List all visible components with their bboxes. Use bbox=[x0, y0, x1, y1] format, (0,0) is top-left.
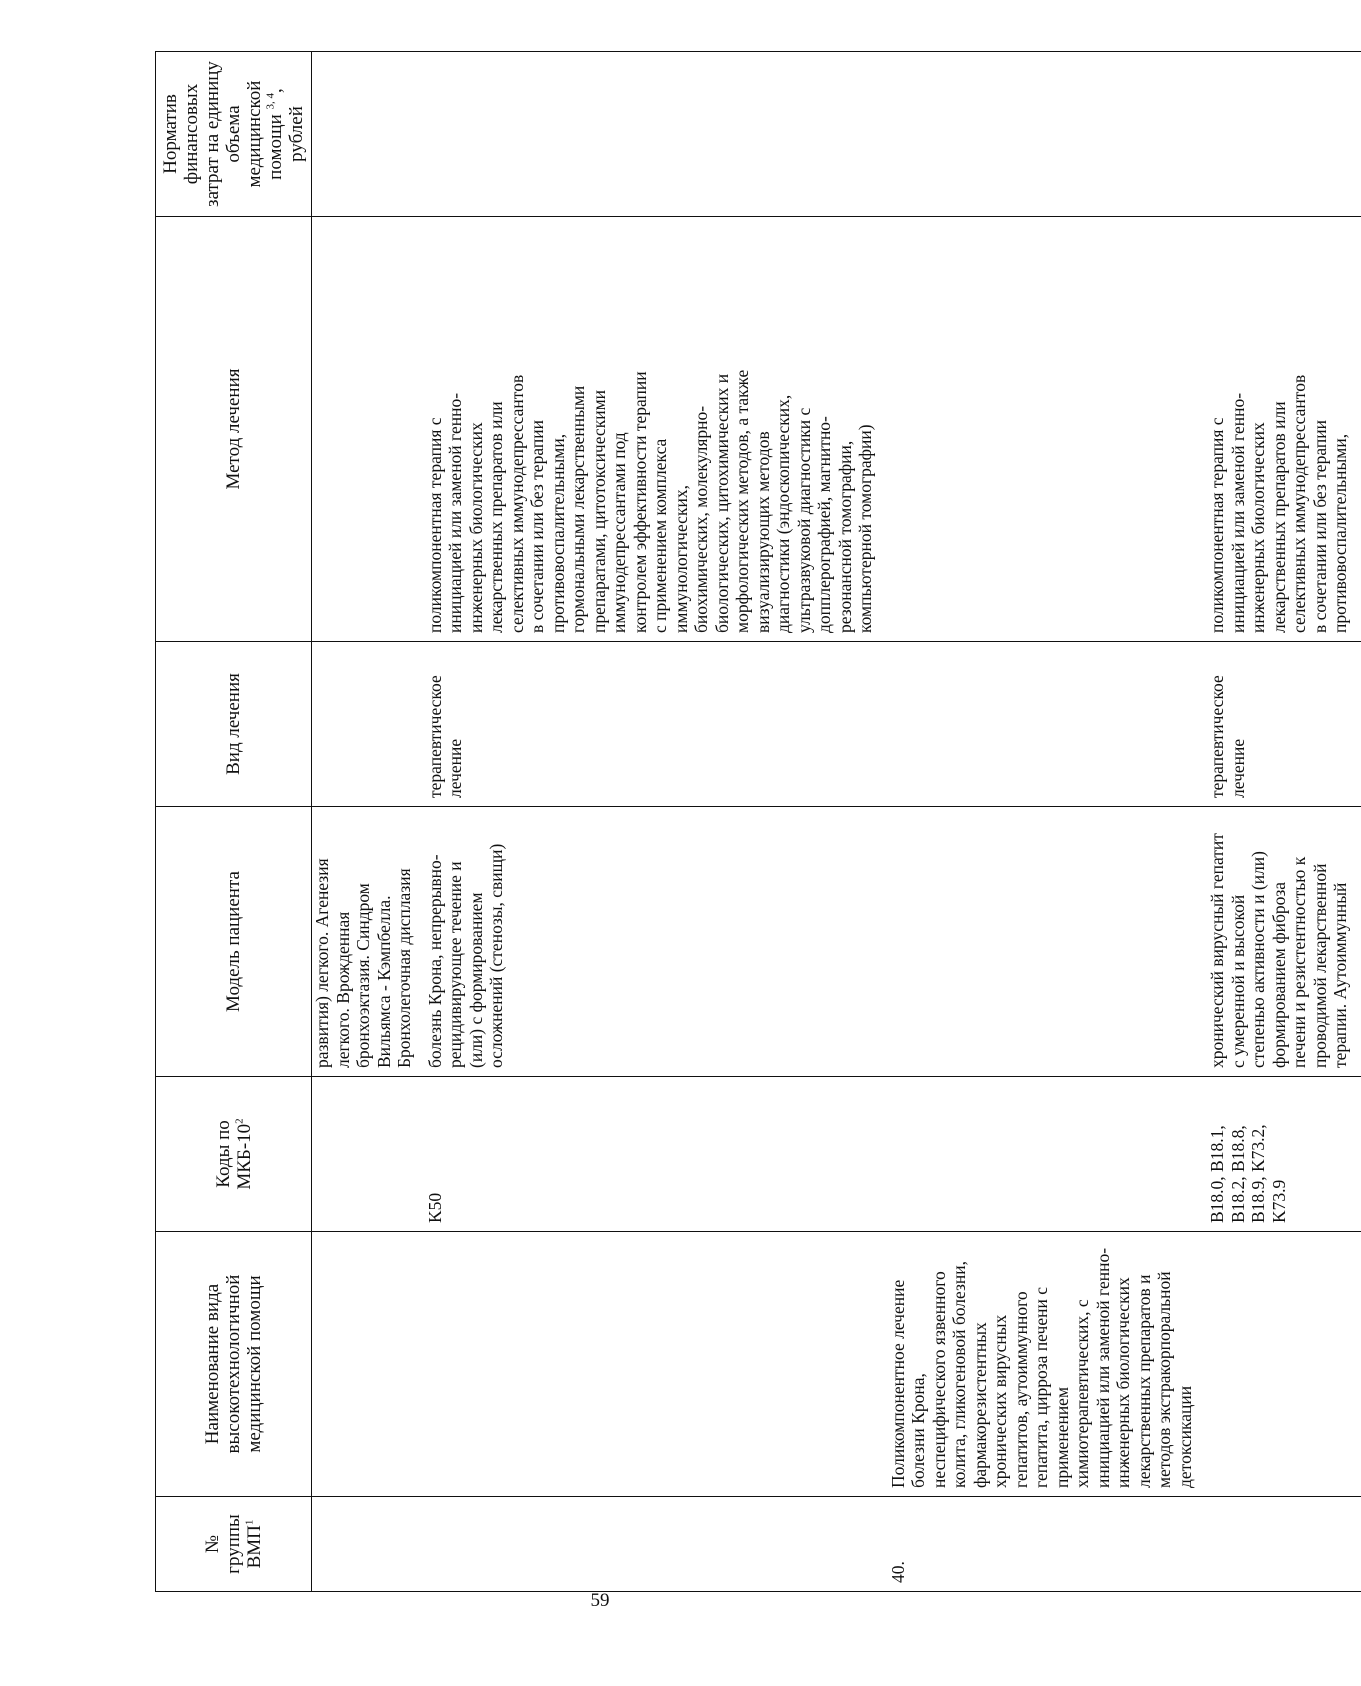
cell-model: хронический вирусный гепатит с умеренной и высокой степенью активности и (или) формированием фиброза печени и резистентностью к проводимой лекарственной терапии. Аутоиммунный bbox=[1205, 807, 1361, 1077]
cell-group bbox=[312, 1497, 423, 1592]
header-name: Наименование вида высокотехнологичной медицинской помощи bbox=[156, 1232, 312, 1497]
cell-type bbox=[886, 642, 1206, 807]
header-row bbox=[156, 52, 312, 1592]
cell-cost bbox=[423, 52, 886, 217]
cell-method: поликомпонентная терапия с инициацией или заменой генно- инженерных биологических лекарственных препаратов или селективных иммунодепрессантов в сочетании или без терапии противовоспалительными, bbox=[1205, 217, 1361, 642]
cell-name bbox=[423, 1232, 886, 1497]
header-cost: Норматив финансовых затрат на единицу объема медицинской помощи $^{3, 4}$, рублей bbox=[156, 52, 312, 217]
cell-type: терапевтическое лечение bbox=[423, 642, 886, 807]
cell-method: поликомпонентная терапия с инициацией или заменой генно- инженерных биологических лекарственных препаратов или селективных иммунодепрессантов в сочетании или без терапии противовоспалительными, гормональными лекарственными препаратами, цитотоксическими иммунодепрессантами под контролем эффективности терапии с применением комплекса иммунологических, биохимических, молекулярно- биологических, цитохимических и морфологических методов, а также визуализирующих методов диагностики (эндоскопических, ультразвуковой диагностики с допплерографией, магнитно- резонансной томографии, компьютерной томографии) bbox=[423, 217, 886, 642]
header-method: Метод лечения bbox=[156, 217, 312, 642]
page-number: 59 bbox=[590, 1590, 610, 1611]
cell-codes bbox=[312, 1077, 423, 1232]
table-row bbox=[1205, 52, 1361, 1592]
cell-group bbox=[423, 1497, 886, 1592]
cell-cost bbox=[312, 52, 423, 217]
cell-model: болезнь Крона, непрерывно- рецидивирующее течение и (или) с формированием осложнений (стенозы, свищи) bbox=[423, 807, 886, 1077]
cell-group: 40. bbox=[886, 1497, 1206, 1592]
cell-codes: B18.0, B18.1, B18.2, B18.8, B18.9, K73.2, K73.9 bbox=[1205, 1077, 1361, 1232]
cell-name bbox=[312, 1232, 423, 1497]
header-codes: Коды по МКБ-$10^2$ bbox=[156, 1077, 312, 1232]
cell-name bbox=[1205, 1232, 1361, 1497]
cell-cost bbox=[886, 52, 1206, 217]
header-type: Вид лечения bbox=[156, 642, 312, 807]
cell-codes bbox=[886, 1077, 1206, 1232]
cell-method bbox=[886, 217, 1206, 642]
table-row bbox=[423, 52, 886, 1592]
cell-type: терапевтическое лечение bbox=[1205, 642, 1361, 807]
cell-method bbox=[312, 217, 423, 642]
cell-group bbox=[1205, 1497, 1361, 1592]
cell-model bbox=[886, 807, 1206, 1077]
cell-codes: K50 bbox=[423, 1077, 886, 1232]
header-model: Модель пациента bbox=[156, 807, 312, 1077]
rotated-table-sheet bbox=[155, 52, 1350, 1592]
vmp-table bbox=[155, 51, 1361, 1592]
cell-model: развития) легкого. Агенезия легкого. Врожденная бронхоэктазия. Синдром Вильямса - Кэмпбелла. Бронхолегочная дисплазия bbox=[312, 807, 423, 1077]
header-group: № группы ВМП$^1$ bbox=[156, 1497, 312, 1592]
cell-cost bbox=[1205, 52, 1361, 217]
continuation-row bbox=[312, 52, 423, 1592]
table-row bbox=[886, 52, 1206, 1592]
cell-name: Поликомпонентное лечение болезни Крона, неспецифического язвенного колита, гликогеновой болезни, фармакорезистентных хронических вирусных гепатитов, аутоиммунного гепатита, цирроза печени с применением химиотерапевтических, с инициацией или заменой генно- инженерных биологических лекарственных препаратов и методов экстракорпоральной детоксикации bbox=[886, 1232, 1206, 1497]
cell-type bbox=[312, 642, 423, 807]
